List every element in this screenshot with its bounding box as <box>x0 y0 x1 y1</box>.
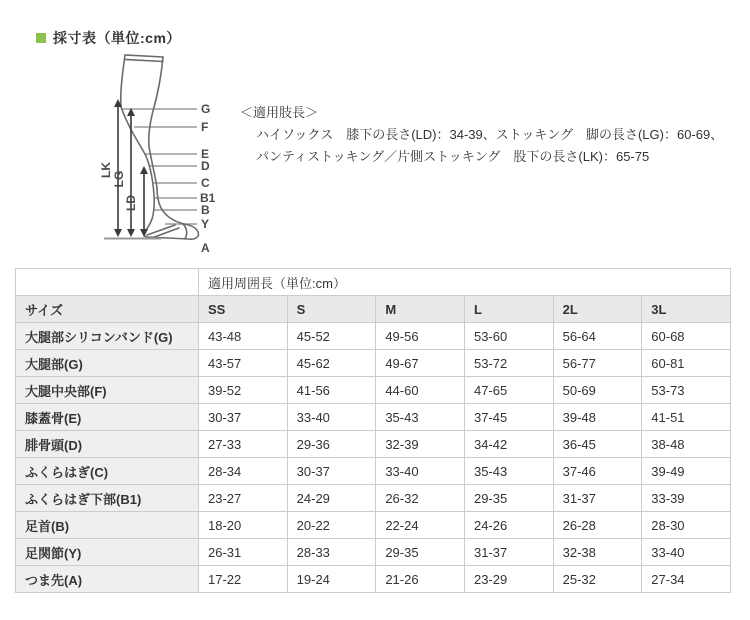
value-cell: 53-60 <box>464 323 553 350</box>
table-row <box>16 566 731 593</box>
value-cell: 31-37 <box>553 485 642 512</box>
table-row <box>16 350 731 377</box>
value-cell: 23-29 <box>464 566 553 593</box>
value-cell: 24-29 <box>287 485 376 512</box>
value-cell: 45-62 <box>287 350 376 377</box>
size-column-header: SS <box>199 296 288 323</box>
value-cell: 35-43 <box>464 458 553 485</box>
row-label: 大腿部シリコンバンド(G) <box>16 323 199 350</box>
row-label: 足首(B) <box>16 512 199 539</box>
value-cell: 60-68 <box>642 323 731 350</box>
value-cell: 60-81 <box>642 350 731 377</box>
row-label: 足関節(Y) <box>16 539 199 566</box>
diagram-point-label: B <box>201 203 210 217</box>
value-cell: 49-56 <box>376 323 465 350</box>
table-row <box>16 404 731 431</box>
value-cell: 43-48 <box>199 323 288 350</box>
table-row <box>16 512 731 539</box>
table-row <box>16 323 731 350</box>
diagram-point-labels <box>200 102 216 255</box>
value-cell: 28-34 <box>199 458 288 485</box>
value-cell: 33-40 <box>642 539 731 566</box>
row-label: 腓骨頭(D) <box>16 431 199 458</box>
value-cell: 26-31 <box>199 539 288 566</box>
value-cell: 30-37 <box>287 458 376 485</box>
value-cell: 20-22 <box>287 512 376 539</box>
value-cell: 25-32 <box>553 566 642 593</box>
row-label: 大腿部(G) <box>16 350 199 377</box>
note-line-1: ハイソックス 膝下の長さ(LD)：34-39、ストッキング 脚の長さ(LG)：60-69、 <box>256 127 724 142</box>
size-column-header: 3L <box>642 296 731 323</box>
value-cell: 32-39 <box>376 431 465 458</box>
size-column-header: 2L <box>553 296 642 323</box>
value-cell: 53-72 <box>464 350 553 377</box>
value-cell: 31-37 <box>464 539 553 566</box>
value-cell: 38-48 <box>642 431 731 458</box>
value-cell: 37-46 <box>553 458 642 485</box>
note-line-2: パンティストッキング／片側ストッキング 股下の長さ(LK)：65-75 <box>256 149 650 164</box>
value-cell: 49-67 <box>376 350 465 377</box>
note-heading: ＜適用肢長＞ <box>240 105 319 120</box>
diagram-length-label: LG <box>112 170 126 188</box>
table-row <box>16 458 731 485</box>
value-cell: 23-27 <box>199 485 288 512</box>
table-corner-cell <box>16 269 199 296</box>
value-cell: 32-38 <box>553 539 642 566</box>
size-header-row <box>16 296 731 323</box>
table-row <box>16 377 731 404</box>
value-cell: 17-22 <box>199 566 288 593</box>
size-table <box>15 268 731 593</box>
value-cell: 33-40 <box>287 404 376 431</box>
diagram-point-label: B1 <box>200 191 216 205</box>
value-cell: 56-64 <box>553 323 642 350</box>
row-label: つま先(A) <box>16 566 199 593</box>
diagram-length-label: LD <box>124 195 138 211</box>
value-cell: 33-40 <box>376 458 465 485</box>
value-cell: 29-36 <box>287 431 376 458</box>
value-cell: 27-34 <box>642 566 731 593</box>
value-cell: 34-42 <box>464 431 553 458</box>
applicable-length-note <box>240 102 723 168</box>
size-table-body <box>16 323 731 593</box>
value-cell: 29-35 <box>376 539 465 566</box>
value-cell: 33-39 <box>642 485 731 512</box>
value-cell: 39-52 <box>199 377 288 404</box>
value-cell: 36-45 <box>553 431 642 458</box>
row-label: ふくらはぎ下部(B1) <box>16 485 199 512</box>
diagram-point-label: F <box>201 120 209 134</box>
page-title: 採寸表（単位:cm） <box>53 30 181 46</box>
table-row <box>16 539 731 566</box>
value-cell: 18-20 <box>199 512 288 539</box>
value-cell: 27-33 <box>199 431 288 458</box>
diagram-point-label: A <box>201 241 210 255</box>
value-cell: 39-48 <box>553 404 642 431</box>
value-cell: 26-28 <box>553 512 642 539</box>
value-cell: 26-32 <box>376 485 465 512</box>
value-cell: 21-26 <box>376 566 465 593</box>
row-label: ふくらはぎ(C) <box>16 458 199 485</box>
diagram-point-label: C <box>201 176 210 190</box>
value-cell: 29-35 <box>464 485 553 512</box>
value-cell: 47-65 <box>464 377 553 404</box>
diagram-point-label: D <box>201 159 210 173</box>
circumference-header: 適用周囲長（単位:cm） <box>199 269 731 296</box>
diagram-length-label: LK <box>99 162 113 178</box>
value-cell: 41-56 <box>287 377 376 404</box>
diagram-point-label: E <box>201 147 210 161</box>
value-cell: 43-57 <box>199 350 288 377</box>
value-cell: 28-33 <box>287 539 376 566</box>
value-cell: 28-30 <box>642 512 731 539</box>
value-cell: 44-60 <box>376 377 465 404</box>
value-cell: 24-26 <box>464 512 553 539</box>
length-arrows <box>114 99 148 237</box>
value-cell: 35-43 <box>376 404 465 431</box>
row-label: 膝蓋骨(E) <box>16 404 199 431</box>
table-row <box>16 485 731 512</box>
leg-measurement-diagram <box>20 45 235 263</box>
value-cell: 30-37 <box>199 404 288 431</box>
value-cell: 37-45 <box>464 404 553 431</box>
green-square-bullet-icon <box>36 33 46 43</box>
value-cell: 53-73 <box>642 377 731 404</box>
size-label-cell: サイズ <box>16 296 199 323</box>
value-cell: 50-69 <box>553 377 642 404</box>
value-cell: 45-52 <box>287 323 376 350</box>
value-cell: 19-24 <box>287 566 376 593</box>
value-cell: 41-51 <box>642 404 731 431</box>
value-cell: 56-77 <box>553 350 642 377</box>
diagram-point-label: G <box>201 102 211 116</box>
value-cell: 22-24 <box>376 512 465 539</box>
table-row <box>16 431 731 458</box>
circumference-header-row <box>16 269 731 296</box>
size-column-header: M <box>376 296 465 323</box>
row-label: 大腿中央部(F) <box>16 377 199 404</box>
size-column-header: L <box>464 296 553 323</box>
size-column-header: S <box>287 296 376 323</box>
diagram-point-label: Y <box>201 217 210 231</box>
value-cell: 39-49 <box>642 458 731 485</box>
